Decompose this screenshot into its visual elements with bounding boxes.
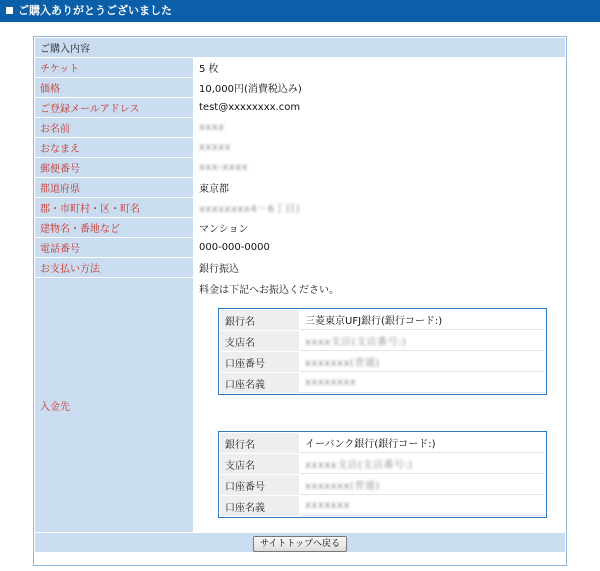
row-building bbox=[35, 218, 565, 237]
bank-table-1 bbox=[218, 308, 547, 395]
email-value: test@xxxxxxxx.com bbox=[194, 98, 565, 117]
row-city bbox=[35, 198, 565, 217]
payment-method-label: お支払い方法 bbox=[35, 258, 193, 277]
bank-name-value: 三菱東京UFJ銀行(銀行コード:) bbox=[300, 310, 545, 330]
postal-code-label: 郵便番号 bbox=[35, 158, 193, 177]
account-number-label: 口座番号 bbox=[220, 475, 299, 495]
bank-name-label: 銀行名 bbox=[220, 433, 299, 453]
purchase-details-panel bbox=[33, 36, 567, 566]
purchase-details-table bbox=[34, 37, 566, 553]
price-value: 10,000円(消費税込み) bbox=[194, 78, 565, 97]
name-kana-value: xxxxx bbox=[199, 142, 232, 153]
bank-name-label: 銀行名 bbox=[220, 310, 299, 330]
payee-note: 料金は下記へお振込ください。 bbox=[199, 285, 339, 296]
row-payment-method bbox=[35, 258, 565, 277]
bank-table-2 bbox=[218, 431, 547, 518]
square-bullet-icon bbox=[6, 7, 13, 14]
account-number-value: xxxxxxx(普通) bbox=[305, 481, 380, 492]
row-prefecture bbox=[35, 178, 565, 197]
row-payee bbox=[35, 278, 565, 532]
branch-label: 支店名 bbox=[220, 454, 299, 474]
account-name-label: 口座名義 bbox=[220, 496, 299, 516]
row-name bbox=[35, 118, 565, 137]
row-postal-code bbox=[35, 158, 565, 177]
city-value: xxxxxxxx4～6丁目) bbox=[199, 204, 300, 215]
phone-label: 電話番号 bbox=[35, 238, 193, 257]
branch-label: 支店名 bbox=[220, 331, 299, 351]
payee-label: 入金先 bbox=[35, 278, 193, 532]
bank-name-value: イーバンク銀行(銀行コード:) bbox=[300, 433, 545, 453]
row-email bbox=[35, 98, 565, 117]
section-title: ご購入内容 bbox=[35, 38, 565, 57]
building-value: マンション bbox=[194, 218, 565, 237]
name-value: xxxx bbox=[199, 122, 225, 133]
row-price bbox=[35, 78, 565, 97]
payment-method-value: 銀行振込 bbox=[194, 258, 565, 277]
page-header bbox=[0, 0, 600, 22]
page-title: ご購入ありがとうございました bbox=[18, 4, 172, 17]
phone-value: 000-000-0000 bbox=[194, 238, 565, 257]
row-name-kana bbox=[35, 138, 565, 157]
branch-value: xxxx支店(支店番号:) bbox=[305, 337, 407, 348]
bank-spacer bbox=[199, 409, 560, 431]
account-name-label: 口座名義 bbox=[220, 373, 299, 393]
account-number-value: xxxxxxx(普通) bbox=[305, 358, 380, 369]
name-kana-label: おなまえ bbox=[35, 138, 193, 157]
account-name-value: xxxxxxx bbox=[305, 500, 350, 511]
city-label: 郡・市町村・区・町名 bbox=[35, 198, 193, 217]
branch-value: xxxxx支店(支店番号:) bbox=[305, 460, 413, 471]
prefecture-label: 都道府県 bbox=[35, 178, 193, 197]
prefecture-value: 東京都 bbox=[194, 178, 565, 197]
back-to-site-top-button[interactable]: サイトトップへ戻る bbox=[253, 536, 347, 552]
email-label: ご登録メールアドレス bbox=[35, 98, 193, 117]
footer-bar bbox=[35, 533, 565, 552]
building-label: 建物名・番地など bbox=[35, 218, 193, 237]
price-label: 価格 bbox=[35, 78, 193, 97]
name-label: お名前 bbox=[35, 118, 193, 137]
row-ticket bbox=[35, 58, 565, 77]
ticket-value: 5 枚 bbox=[194, 58, 565, 77]
row-phone bbox=[35, 238, 565, 257]
postal-code-value: xxx-xxxx bbox=[199, 162, 249, 173]
account-number-label: 口座番号 bbox=[220, 352, 299, 372]
ticket-label: チケット bbox=[35, 58, 193, 77]
account-name-value: xxxxxxxx bbox=[305, 377, 357, 388]
